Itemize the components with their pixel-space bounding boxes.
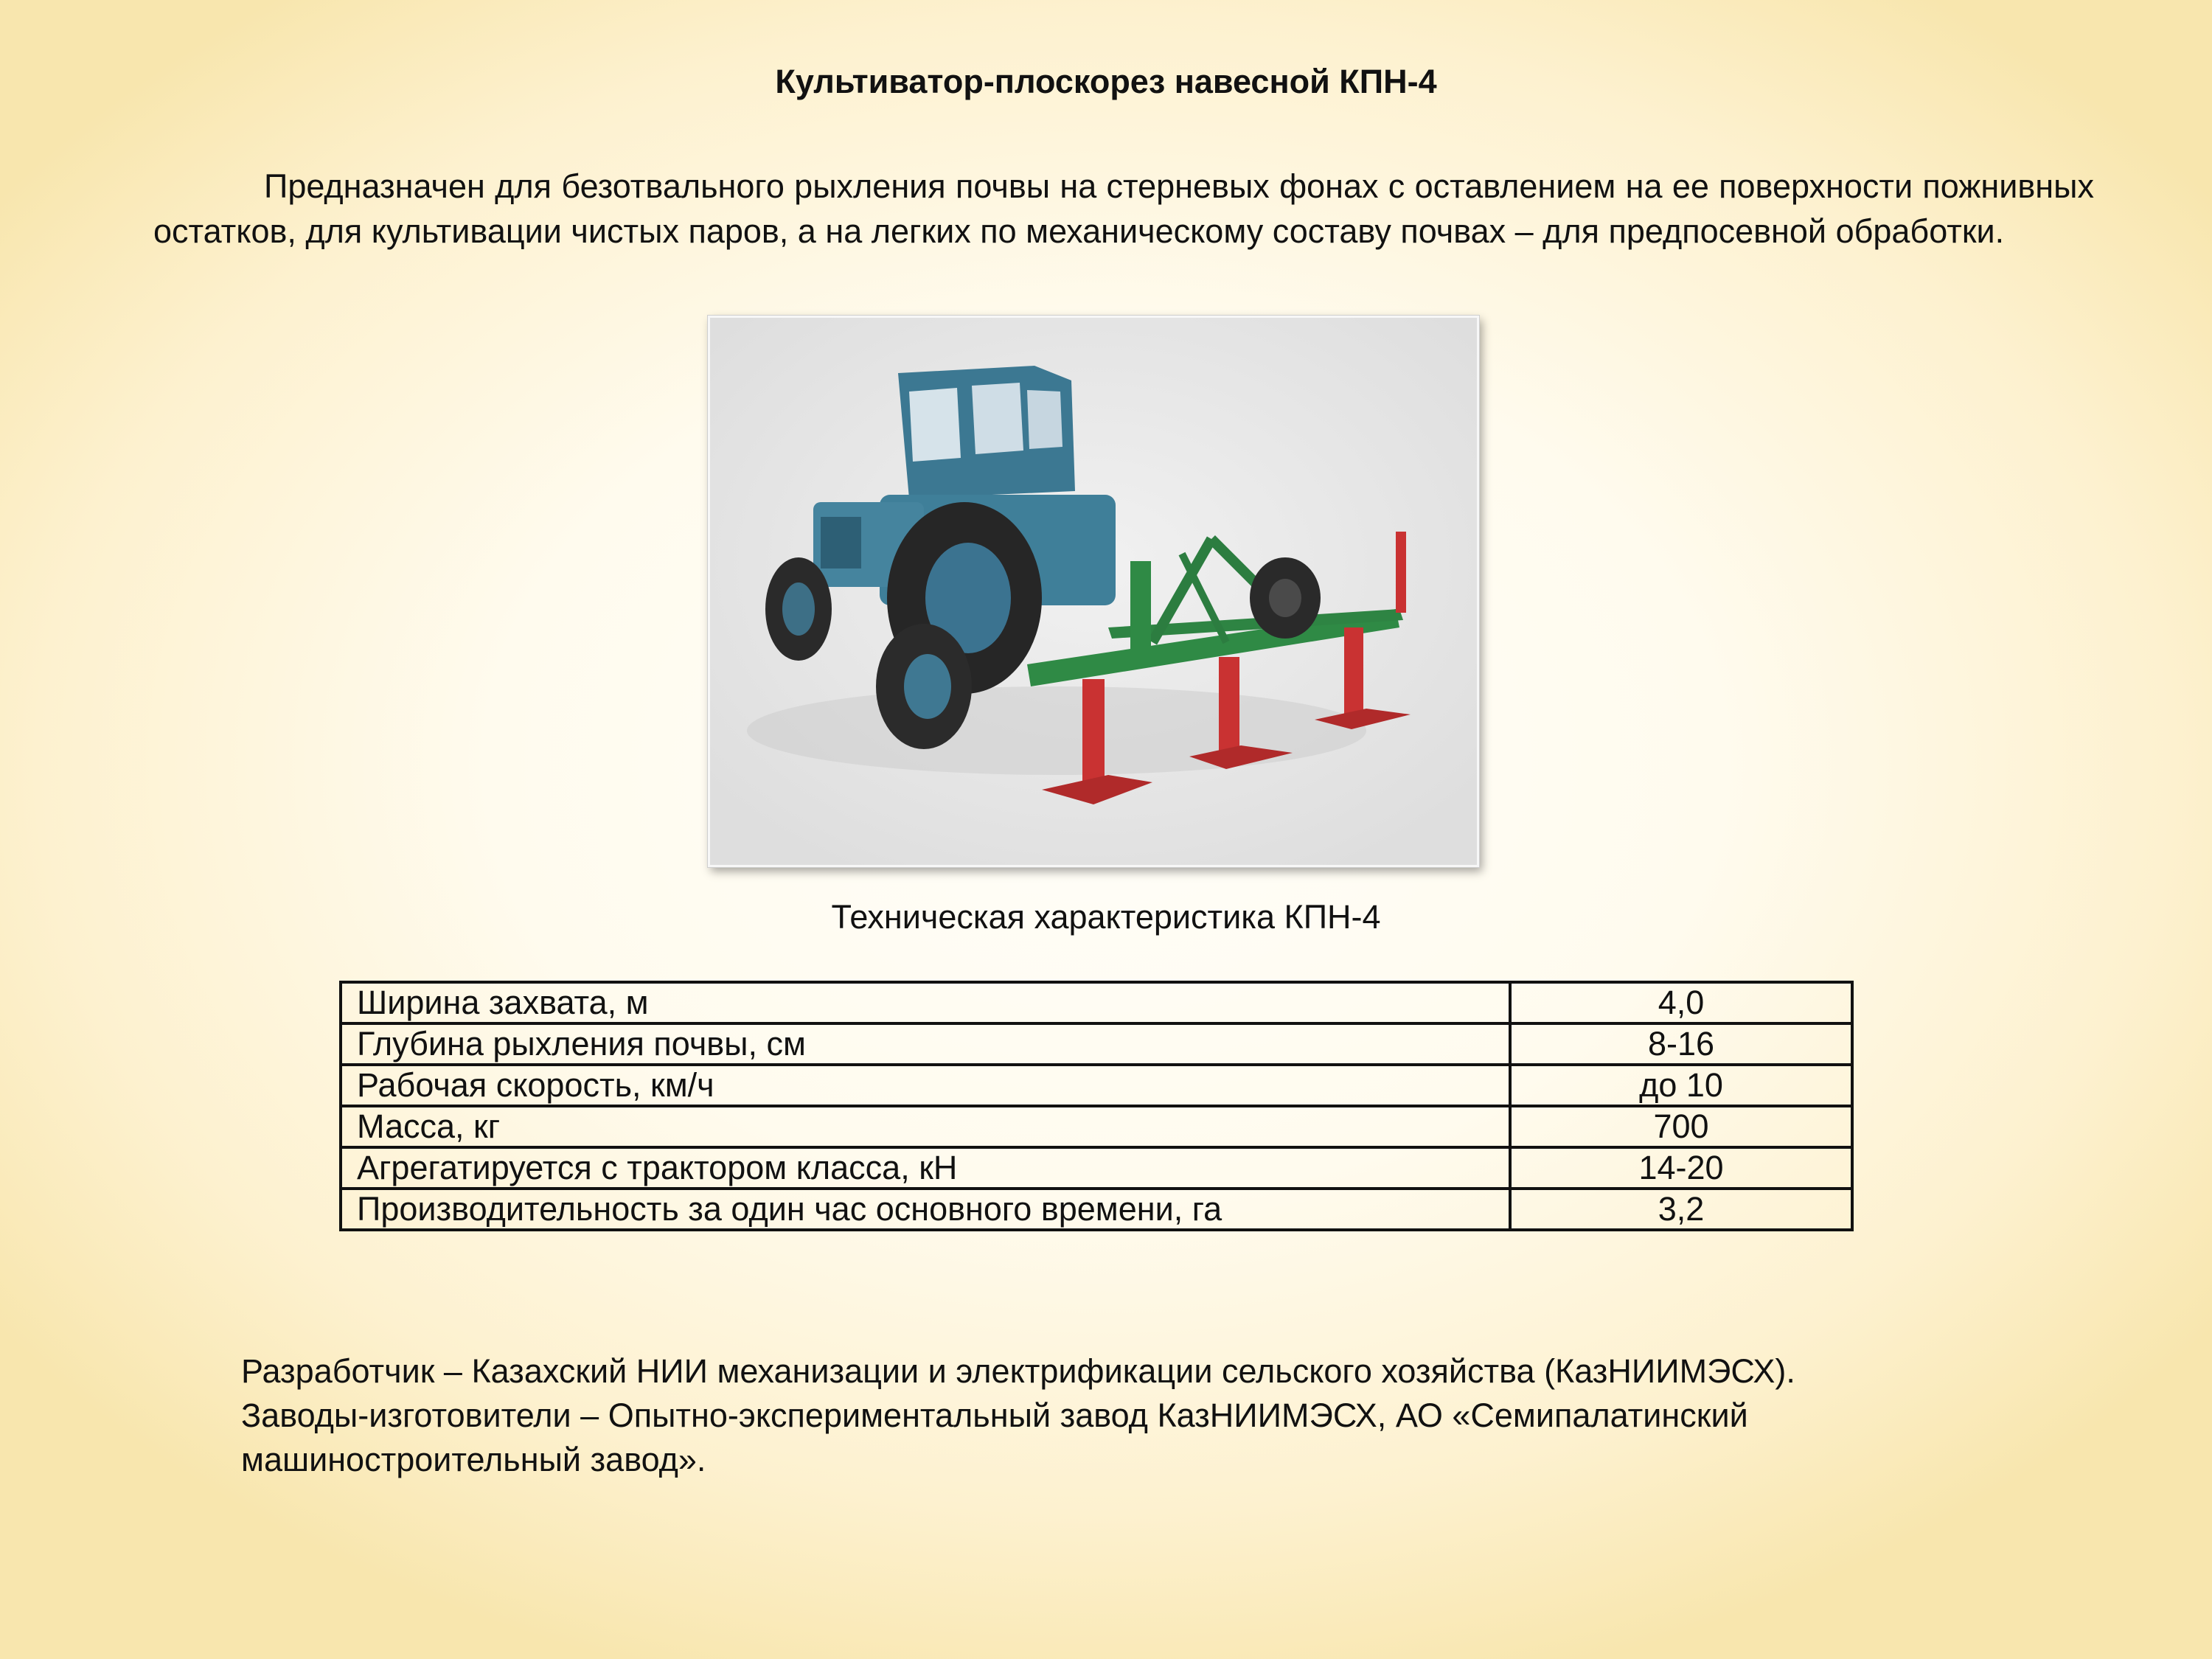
developer-line: Разработчик – Казахский НИИ механизации и электрификации сельского хозяйства (КазНИИМЭСХ). — [241, 1352, 1795, 1390]
table-row — [341, 1147, 1852, 1189]
specs-table — [339, 981, 1854, 1231]
spec-param: Масса, кг — [341, 1106, 1510, 1147]
tractor-cultivator-illustration — [710, 318, 1477, 865]
intro-paragraph: Предназначен для безотвального рыхления почвы на стерневых фонах с оставлением на ее поверхности пожнивных остатков, для культивации чистых паров, а на легких по механическому составу почвах – для предпосевной обработки. — [153, 167, 2094, 250]
manufacturers-line: Заводы-изготовители – Опытно-экспериментальный завод КазНИИМЭСХ, АО «Семипалатинский — [241, 1397, 1748, 1434]
spec-param: Агрегатируется с трактором класса, кН — [341, 1147, 1510, 1189]
spec-value: 8-16 — [1510, 1023, 1852, 1065]
table-row — [341, 1106, 1852, 1147]
table-caption: Техническая характеристика КПН-4 — [831, 898, 1381, 936]
spec-value: 700 — [1510, 1106, 1852, 1147]
table-row — [341, 1065, 1852, 1106]
tractor-cultivator-photo — [708, 316, 1479, 867]
spec-value: 14-20 — [1510, 1147, 1852, 1189]
spec-value: до 10 — [1510, 1065, 1852, 1106]
manufacturers-line-cont: машиностроительный завод». — [241, 1441, 706, 1478]
manufacturer-info — [241, 1349, 2084, 1482]
spec-param: Глубина рыхления почвы, см — [341, 1023, 1510, 1065]
spec-param: Рабочая скорость, км/ч — [341, 1065, 1510, 1106]
spec-param: Производительность за один час основного времени, га — [341, 1189, 1510, 1230]
table-row — [341, 1023, 1852, 1065]
spec-param: Ширина захвата, м — [341, 982, 1510, 1023]
spec-value: 3,2 — [1510, 1189, 1852, 1230]
table-row — [341, 982, 1852, 1023]
table-row — [341, 1189, 1852, 1230]
page-title: Культиватор-плоскорез навесной КПН-4 — [775, 63, 1437, 100]
spec-value: 4,0 — [1510, 982, 1852, 1023]
